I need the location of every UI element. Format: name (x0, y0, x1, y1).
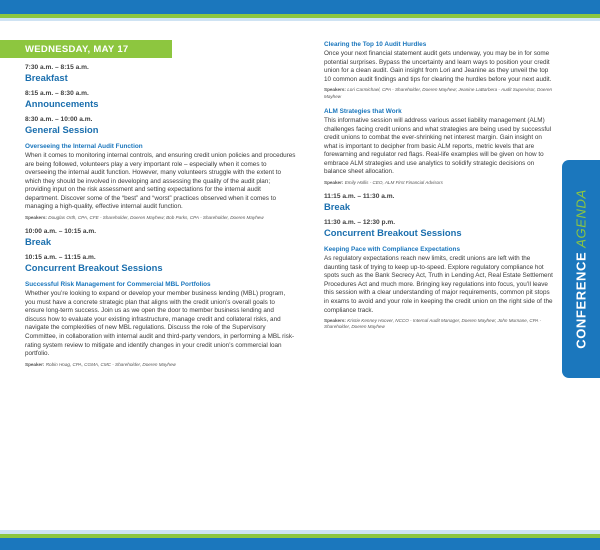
concurrent-2-title: Concurrent Breakout Sessions (324, 227, 462, 239)
announcements-title: Announcements (25, 98, 99, 109)
mbl-description: Whether you’re looking to expand or develop your member business lending (MBL) program, you must have a concrete strategic plan that aligns with the credit union’s overall goals to ensure long-term success. Join us as we open the door to member business lending and discuss how to evaluate your existing infrastructure, manage credit and collateral risks, and navigate the complexities of new MBL regulations. Discuss the role of the Supervisory Committee, in collaboration with internal audit and third-party vendors, in performing a MBL risk-rating system review to mitigate and identify changes in your credit union’s commercial loan portfolio. (25, 290, 295, 358)
announcements-time: 8:15 a.m. – 8:30 a.m. (25, 90, 89, 97)
top-blue-stripe (0, 0, 600, 14)
general-session-time: 8:30 a.m. – 10:00 a.m. (25, 116, 93, 123)
mbl-speakers: Speaker: Robin Hoag, CPA, CGMA, CMC - Shareholder, Doeren Mayhew (25, 361, 176, 367)
concurrent-2-time: 11:30 a.m. – 12:30 p.m. (324, 219, 396, 227)
audit-hurdles-speakers: Speakers: Lori Carmichael, CPA - Shareholder, Doeren Mayhew; Jeanine LaBarbera - Audit Supervisor, Doeren Mayhew (324, 87, 553, 99)
compliance-session-title: Keeping Pace with Compliance Expectations (324, 246, 461, 254)
internal-audit-session-title: Overseeing the Internal Audit Function (25, 143, 143, 150)
concurrent-1-time: 10:15 a.m. – 11:15 a.m. (25, 254, 96, 262)
alm-speakers: Speaker: Emily Hollis - CEO, ALM First Financial Advisors (324, 179, 443, 185)
side-tab-word-conference: CONFERENCE (573, 251, 589, 349)
left-column (0, 40, 296, 375)
breakfast-time: 7:30 a.m. – 8:15 a.m. (25, 64, 89, 71)
internal-audit-speakers: Speakers: Douglas Orth, CPA, CFE - Shareholder, Doeren Mayhew; Bob Parks, CPA - Shareholder, Doeren Mayhew (25, 214, 264, 220)
late-break-title: Break (324, 201, 351, 213)
internal-audit-description: When it comes to monitoring internal controls, and ensuring credit union policies and procedures are being followed, volunteers play a very important role – especially when it comes to overseeing the internal audit function. However, many volunteers struggle with the extent to which they should be involved in developing and assessing the quality of the audit plan; providing input on the risk assessment and setting expectations for the internal audit department. Discover some of the “best” and “worst” practices observed when it comes to managing a high-quality, effective internal audit function. (25, 152, 296, 211)
morning-break-time: 10:00 a.m. – 10:15 a.m. (25, 228, 97, 236)
alm-description: This informative session will address various asset liability management (ALM) challenges facing credit unions and what strategies are being used by successful credit unions to combat the ever-shrinking net interest margin. Gain insight on what is important to decipher from basic ALM reports, metric levels that are forewarning and regulator red flags. Real-life examples will be given on how to embrace ALM strategies and use analytics to solidify strategic decisions on balance sheet allocation. (324, 117, 552, 176)
audit-hurdles-session-title: Clearing the Top 10 Audit Hurdles (324, 41, 427, 48)
side-tab-word-agenda: AGENDA (573, 189, 589, 248)
alm-session-title: ALM Strategies that Work (324, 108, 402, 115)
mbl-session-title: Successful Risk Management for Commercial MBL Portfolios (25, 281, 211, 289)
bottom-blue-stripe (0, 538, 600, 550)
general-session-title: General Session (25, 124, 99, 135)
audit-hurdles-description: Once your next financial statement audit gets underway, you may be in for some potential surprises. Bypass the uncertainty and learn ways to position your credit union for a clean audit. Gain insight from Lori and Jeanine as they unveil the top 10 common audit findings and tips for clearing the hurdles before your next audit. (324, 50, 552, 83)
late-break-time: 11:15 a.m. – 11:30 a.m. (324, 193, 395, 201)
agenda-left-items (0, 64, 296, 368)
compliance-speakers: Speakers: Kristie Kenney Hoover, NCCO - Internal Audit Manager, Doeren Mayhew; John Murnane, CPA - Shareholder, Doeren Mayhew (324, 318, 542, 330)
day-banner: WEDNESDAY, MAY 17 (0, 40, 172, 58)
conference-agenda-label (574, 189, 589, 349)
right-column (324, 40, 556, 338)
morning-break-title: Break (25, 236, 52, 248)
breakfast-title: Breakfast (25, 72, 68, 83)
top-light-stripe (0, 18, 600, 21)
compliance-description: As regulatory expectations reach new limits, credit unions are left with the daunting task of trying to keep up-to-speed. Explore regulatory compliance hot spots such as the Bank Secrecy Act, Truth in Lending Act, Real Estate Settlement Procedures Act and much more. Bringing key regulations into focus, you’ll leave this session with a clear understanding of major requirements, common pit stops in exams to avoid and your role in keeping the credit union on the right side of the compliance track. (324, 255, 553, 314)
concurrent-1-title: Concurrent Breakout Sessions (25, 262, 163, 274)
conference-agenda-tab (562, 160, 600, 378)
